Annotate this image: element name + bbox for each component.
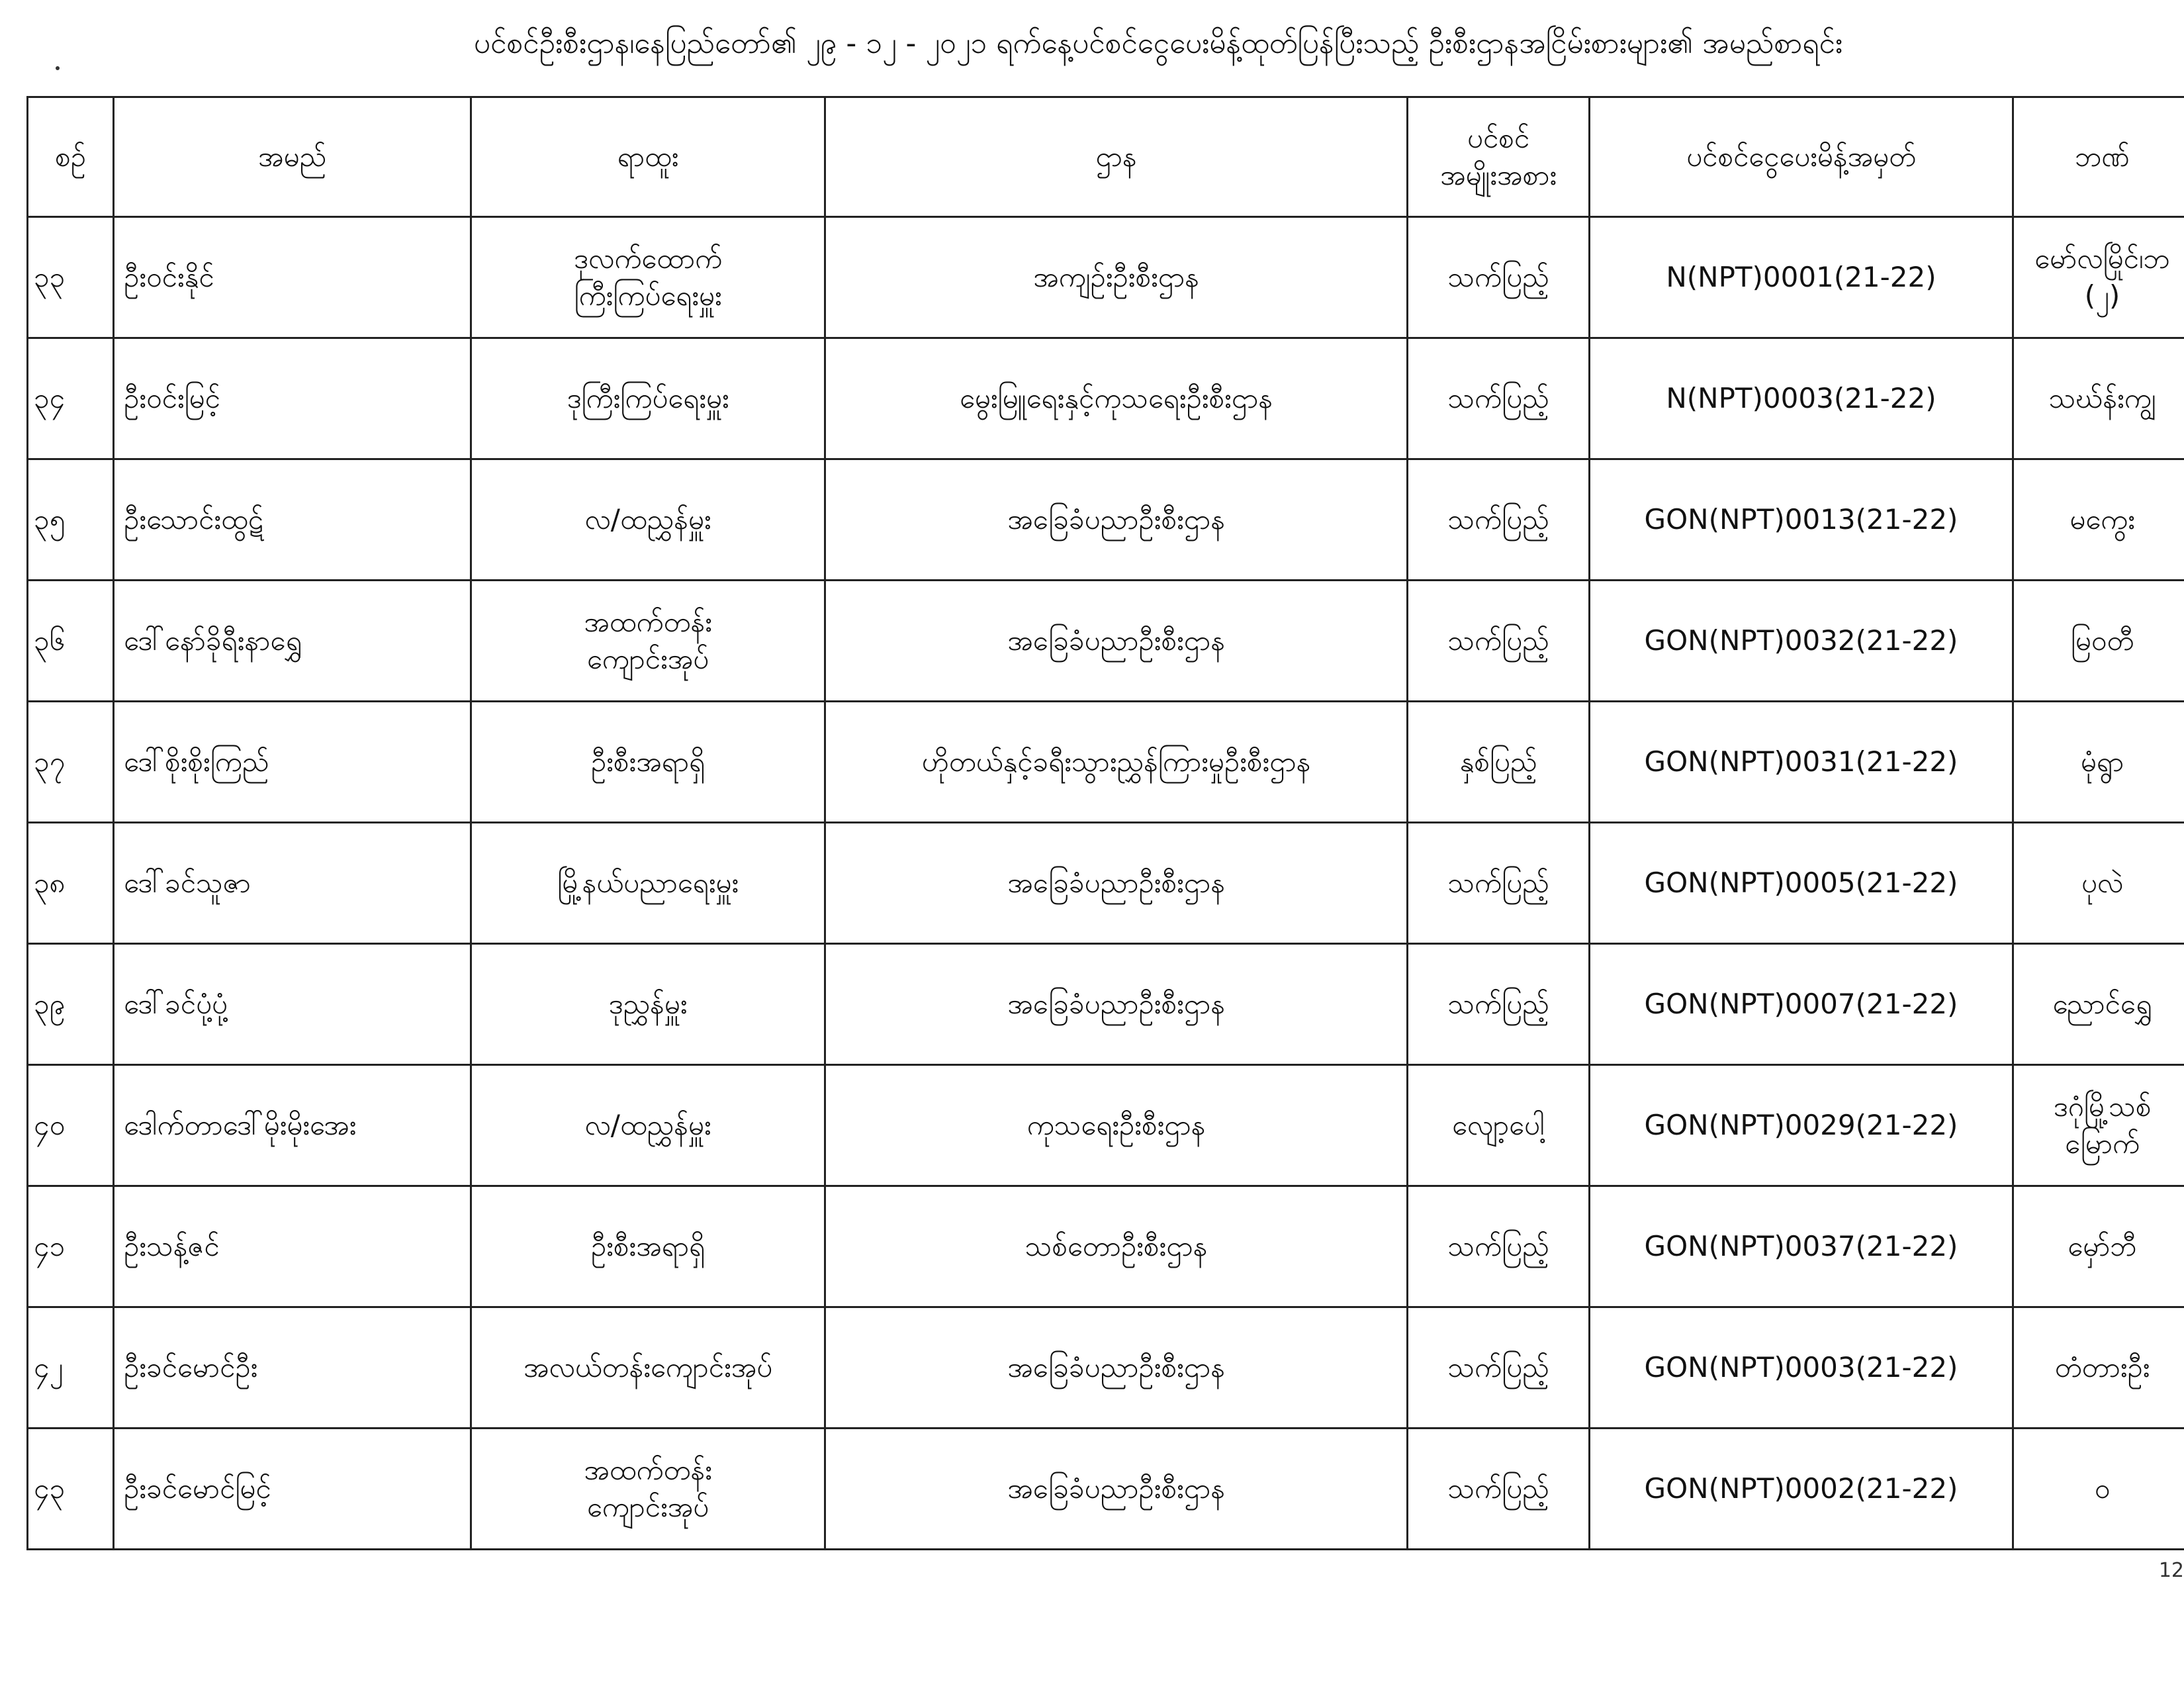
cell-order-number: GON(NPT)0002(21-22) — [1590, 1429, 2013, 1550]
cell-bank — [2013, 1065, 2184, 1186]
cell-department: အခြေခံပညာဦးစီးဌာန — [825, 823, 1408, 944]
cell-text-line: ဒုကြီးကြပ်ရေးမှူး — [567, 382, 729, 414]
table-row — [28, 944, 2184, 1065]
cell-department: အခြေခံပညာဦးစီးဌာန — [825, 459, 1408, 581]
cell-pension-type: သက်ပြည့် — [1408, 217, 1590, 338]
cell-order-number: GON(NPT)0013(21-22) — [1590, 459, 2013, 581]
table-row — [28, 1186, 2184, 1307]
cell-order-number: GON(NPT)0005(21-22) — [1590, 823, 2013, 944]
cell-rank — [471, 823, 825, 944]
cell-department: အခြေခံပညာဦးစီးဌာန — [825, 1307, 1408, 1429]
cell-rank — [471, 944, 825, 1065]
cell-rank — [471, 459, 825, 581]
cell-pension-type: သက်ပြည့် — [1408, 338, 1590, 459]
cell-text-line: ပုလဲ — [2081, 867, 2124, 899]
cell-department: ကုသရေးဦးစီးဌာန — [825, 1065, 1408, 1186]
cell-no: ၄၁ — [28, 1186, 114, 1307]
cell-bank — [2013, 944, 2184, 1065]
cell-text-line: မြဝတီ — [2070, 624, 2134, 657]
cell-order-number: GON(NPT)0037(21-22) — [1590, 1186, 2013, 1307]
cell-name: ဦးဝင်းနိုင် — [114, 217, 471, 338]
cell-text-line: အထက်တန်း — [584, 606, 712, 638]
cell-text-line: ညောင်ရွှေ — [2052, 988, 2152, 1020]
cell-text-line: ကျောင်းအုပ် — [586, 1491, 709, 1523]
pension-roster-table — [26, 96, 2184, 1550]
cell-name: ဦးသောင်းထွဋ် — [114, 459, 471, 581]
table-row — [28, 338, 2184, 459]
cell-no: ၃၆ — [28, 581, 114, 702]
cell-order-number: N(NPT)0003(21-22) — [1590, 338, 2013, 459]
cell-name: ဒေါ်စိုးစိုးကြည် — [114, 702, 471, 823]
cell-order-number: GON(NPT)0032(21-22) — [1590, 581, 2013, 702]
cell-rank — [471, 1186, 825, 1307]
cell-bank — [2013, 459, 2184, 581]
cell-text-line: သဃ်န်းကျွ — [2048, 382, 2156, 414]
table-row — [28, 1307, 2184, 1429]
cell-pension-type: သက်ပြည့် — [1408, 581, 1590, 702]
cell-bank — [2013, 702, 2184, 823]
header-bank — [2013, 97, 2184, 217]
cell-bank — [2013, 1307, 2184, 1429]
cell-text-line: မြို့နယ်ပညာရေးမှူး — [557, 867, 739, 899]
header-label: ဌာန — [1095, 140, 1137, 173]
cell-no: ၃၅ — [28, 459, 114, 581]
cell-rank — [471, 581, 825, 702]
cell-pension-type: သက်ပြည့် — [1408, 944, 1590, 1065]
cell-department: သစ်တောဦးစီးဌာန — [825, 1186, 1408, 1307]
table-header-row — [28, 97, 2184, 217]
header-name — [114, 97, 471, 217]
cell-department: အကျဉ်းဦးစီးဌာန — [825, 217, 1408, 338]
cell-rank — [471, 217, 825, 338]
cell-name: ဦးသန့်ဇင် — [114, 1186, 471, 1307]
header-label: အမျိုးအစား — [1440, 159, 1557, 191]
cell-name: ဒေါက်တာဒေါ်မိုးမိုးအေး — [114, 1065, 471, 1186]
cell-order-number: GON(NPT)0031(21-22) — [1590, 702, 2013, 823]
cell-pension-type: လျော့ပေါ့ — [1408, 1065, 1590, 1186]
header-pension-type — [1408, 97, 1590, 217]
cell-rank — [471, 1065, 825, 1186]
cell-text-line: လ/ထညွှန်မှူး — [584, 1109, 711, 1141]
cell-name: ဒေါ်နော်ခိုရီးနာရွှေ — [114, 581, 471, 702]
header-department — [825, 97, 1408, 217]
cell-pension-type: နှစ်ပြည့် — [1408, 702, 1590, 823]
cell-no: ၃၃ — [28, 217, 114, 338]
cell-no: ၄၂ — [28, 1307, 114, 1429]
cell-text-line: (၂) — [2084, 279, 2120, 312]
table-row — [28, 823, 2184, 944]
cell-name: ဦးဝင်းမြင့် — [114, 338, 471, 459]
cell-pension-type: သက်ပြည့် — [1408, 1307, 1590, 1429]
cell-order-number: GON(NPT)0007(21-22) — [1590, 944, 2013, 1065]
cell-text-line: ဒုလက်ထောက် — [573, 242, 723, 275]
table-row — [28, 459, 2184, 581]
cell-department: မွေးမြူရေးနှင့်ကုသရေးဦးစီးဌာန — [825, 338, 1408, 459]
page-number: 12 — [2158, 1559, 2184, 1582]
table-row — [28, 1429, 2184, 1550]
cell-department: အခြေခံပညာဦးစီးဌာန — [825, 1429, 1408, 1550]
header-rank — [471, 97, 825, 217]
cell-text-line: ကြီးကြပ်ရေးမှူး — [574, 279, 722, 312]
page-title: ပင်စင်ဦးစီးဌာန၊နေပြည်တော်၏ ၂၉ - ၁၂ - ၂၀၂၁ ရက်နေ့ပင်စင်ငွေပေးမိန့်ထုတ်ပြန်ပြီးသည့် ဦးစီးဌာနအငြိမ်းစားများ၏ အမည်စာရင်း — [473, 26, 1843, 60]
cell-pension-type: သက်ပြည့် — [1408, 1429, 1590, 1550]
cell-text-line: အထက်တန်း — [584, 1454, 712, 1486]
cell-bank — [2013, 1186, 2184, 1307]
cell-bank — [2013, 338, 2184, 459]
cell-name: ဒေါ်ခင်ပုံ့ပုံ့ — [114, 944, 471, 1065]
cell-rank — [471, 702, 825, 823]
cell-department: ဟိုတယ်နှင့်ခရီးသွားညွှန်ကြားမှုဦးစီးဌာန — [825, 702, 1408, 823]
cell-name: ဦးခင်မောင်ဦး — [114, 1307, 471, 1429]
cell-bank — [2013, 217, 2184, 338]
header-label: ရာထူး — [617, 140, 679, 173]
table-row — [28, 1065, 2184, 1186]
cell-no: ၃၇ — [28, 702, 114, 823]
cell-text-line: ဦးစီးအရာရှိ — [590, 745, 705, 778]
header-no — [28, 97, 114, 217]
header-order-number — [1590, 97, 2013, 217]
header-label: အမည် — [257, 140, 327, 173]
cell-text-line: ဦးစီးအရာရှိ — [590, 1230, 705, 1262]
cell-text-line: လ/ထညွှန်မှူး — [584, 503, 711, 536]
header-label: ဘဏ် — [2075, 140, 2130, 173]
cell-rank — [471, 1429, 825, 1550]
cell-no: ၃၈ — [28, 823, 114, 944]
header-label: စဉ် — [55, 140, 86, 173]
cell-pension-type: သက်ပြည့် — [1408, 459, 1590, 581]
table-row — [28, 217, 2184, 338]
cell-order-number: N(NPT)0001(21-22) — [1590, 217, 2013, 338]
table-row — [28, 702, 2184, 823]
cell-no: ၄၃ — [28, 1429, 114, 1550]
cell-no: ၄၀ — [28, 1065, 114, 1186]
cell-text-line: ဒုညွှန်မှူး — [608, 988, 688, 1020]
cell-text-line: ဝ — [2094, 1472, 2111, 1505]
scan-mark — [56, 66, 60, 70]
cell-text-line: ဒဂုံမြို့သစ်မြောက် — [2053, 1090, 2152, 1160]
cell-no: ၃၉ — [28, 944, 114, 1065]
cell-bank — [2013, 823, 2184, 944]
header-label: ပင်စင် — [1467, 122, 1530, 154]
cell-rank — [471, 338, 825, 459]
cell-department: အခြေခံပညာဦးစီးဌာန — [825, 581, 1408, 702]
header-label: ပင်စင်ငွေပေးမိန့်အမှတ် — [1686, 140, 1916, 173]
cell-text-line: တံတားဦး — [2054, 1351, 2150, 1383]
cell-pension-type: သက်ပြည့် — [1408, 1186, 1590, 1307]
cell-name: ဒေါ်ခင်သူဇာ — [114, 823, 471, 944]
cell-text-line: ကျောင်းအုပ် — [586, 643, 709, 675]
cell-text-line: အလယ်တန်းကျောင်းအုပ် — [523, 1351, 773, 1383]
cell-text-line: မုံရွာ — [2080, 745, 2124, 778]
cell-bank — [2013, 1429, 2184, 1550]
table-row — [28, 581, 2184, 702]
cell-text-line: မှော်ဘီ — [2068, 1230, 2137, 1262]
cell-bank — [2013, 581, 2184, 702]
cell-text-line: မော်လမြိုင်၊ဘ — [2034, 242, 2170, 275]
cell-rank — [471, 1307, 825, 1429]
cell-department: အခြေခံပညာဦးစီးဌာန — [825, 944, 1408, 1065]
table-body — [28, 217, 2184, 1550]
cell-no: ၃၄ — [28, 338, 114, 459]
cell-name: ဦးခင်မောင်မြင့် — [114, 1429, 471, 1550]
cell-pension-type: သက်ပြည့် — [1408, 823, 1590, 944]
cell-text-line: မကွေး — [2070, 503, 2135, 536]
cell-order-number: GON(NPT)0029(21-22) — [1590, 1065, 2013, 1186]
cell-order-number: GON(NPT)0003(21-22) — [1590, 1307, 2013, 1429]
